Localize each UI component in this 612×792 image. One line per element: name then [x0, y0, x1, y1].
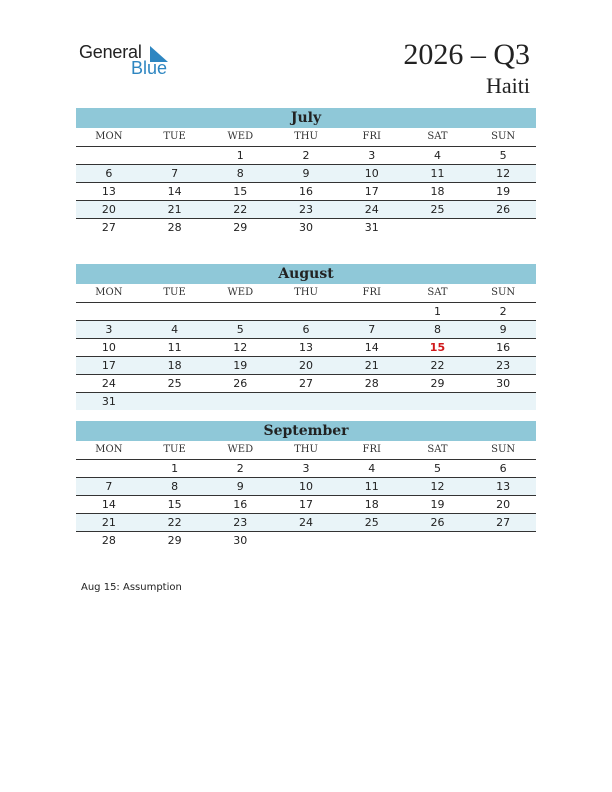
- day-cell: 12: [496, 167, 511, 180]
- day-cell: 30: [299, 221, 314, 234]
- day-cell: 21: [364, 359, 379, 372]
- logo-text-general: General: [79, 42, 142, 62]
- day-cell: 24: [299, 516, 314, 529]
- day-cell: 13: [101, 185, 116, 198]
- weekday-label: TUE: [163, 444, 186, 455]
- holiday-note: Aug 15: Assumption: [81, 582, 182, 593]
- day-cell: 8: [433, 323, 441, 336]
- day-cell: 26: [233, 377, 248, 390]
- weekday-label: WED: [227, 287, 254, 298]
- day-cell: 20: [299, 359, 314, 372]
- day-cell: 19: [233, 359, 248, 372]
- day-cell: 25: [364, 516, 379, 529]
- week-row: [76, 460, 536, 478]
- weekday-label: THU: [294, 444, 318, 455]
- weekday-label: TUE: [163, 287, 186, 298]
- day-cell: 16: [233, 498, 248, 511]
- day-cell: 19: [496, 185, 511, 198]
- day-cell: 15: [167, 498, 182, 511]
- day-cell: 27: [101, 221, 116, 234]
- day-cell: [76, 147, 142, 164]
- day-cell: 2: [236, 462, 244, 475]
- month-calendar-august: [76, 264, 536, 410]
- week-row: [76, 303, 536, 321]
- weekday-label: THU: [294, 287, 318, 298]
- weekday-label: SUN: [491, 444, 516, 455]
- week-row: [76, 321, 536, 339]
- day-cell: [470, 393, 536, 410]
- day-cell: 1: [171, 462, 179, 475]
- day-cell: 6: [499, 462, 507, 475]
- day-cell: 6: [105, 167, 113, 180]
- day-cell: 2: [499, 305, 507, 318]
- month-calendar-september: [76, 421, 536, 549]
- week-row: [76, 357, 536, 375]
- day-cell: 28: [101, 534, 116, 547]
- day-cell: 24: [101, 377, 116, 390]
- day-cell: 17: [364, 185, 379, 198]
- month-title: September: [76, 421, 536, 441]
- day-cell: 1: [236, 149, 244, 162]
- weekday-header-row: [76, 128, 536, 147]
- day-cell: 7: [171, 167, 179, 180]
- day-cell: [470, 532, 536, 549]
- day-cell: 27: [496, 516, 511, 529]
- day-cell: [207, 303, 273, 320]
- day-cell: 19: [430, 498, 445, 511]
- week-row: [76, 478, 536, 496]
- day-cell: [273, 393, 339, 410]
- day-cell: 14: [167, 185, 182, 198]
- day-cell: 17: [299, 498, 314, 511]
- weekday-label: FRI: [362, 131, 381, 142]
- day-cell: [273, 532, 339, 549]
- logo-text-blue: Blue: [131, 58, 168, 78]
- week-row: [76, 147, 536, 165]
- week-row: [76, 219, 536, 236]
- day-cell: 5: [499, 149, 507, 162]
- day-cell: 17: [101, 359, 116, 372]
- week-row: [76, 165, 536, 183]
- weekday-label: MON: [95, 287, 123, 298]
- day-cell: 8: [236, 167, 244, 180]
- day-cell: 22: [233, 203, 248, 216]
- day-cell: [76, 303, 142, 320]
- day-cell: 29: [233, 221, 248, 234]
- day-cell: 23: [233, 516, 248, 529]
- day-cell: [142, 303, 208, 320]
- weekday-label: SAT: [427, 444, 448, 455]
- day-cell: 11: [364, 480, 379, 493]
- day-cell: 16: [299, 185, 314, 198]
- week-row: [76, 201, 536, 219]
- page-title: 2026 – Q3: [403, 38, 530, 71]
- day-cell: 4: [433, 149, 441, 162]
- day-cell: [405, 219, 471, 236]
- day-cell: 5: [236, 323, 244, 336]
- day-cell: [405, 532, 471, 549]
- day-cell: 7: [105, 480, 113, 493]
- weekday-label: SUN: [491, 131, 516, 142]
- day-cell: 10: [299, 480, 314, 493]
- day-cell: 11: [167, 341, 182, 354]
- day-cell: 13: [496, 480, 511, 493]
- day-cell: 14: [101, 498, 116, 511]
- weekday-label: SAT: [427, 287, 448, 298]
- week-row: [76, 532, 536, 549]
- weeks-container: [76, 303, 536, 410]
- day-cell: 25: [430, 203, 445, 216]
- week-row: [76, 393, 536, 410]
- day-cell: 9: [236, 480, 244, 493]
- week-row: [76, 339, 536, 357]
- day-cell: 28: [364, 377, 379, 390]
- day-cell: 26: [430, 516, 445, 529]
- day-cell: 20: [101, 203, 116, 216]
- day-cell: 1: [433, 305, 441, 318]
- day-cell: 29: [167, 534, 182, 547]
- weekday-label: MON: [95, 444, 123, 455]
- day-cell: 12: [233, 341, 248, 354]
- country-name: Haiti: [486, 73, 530, 98]
- weeks-container: [76, 460, 536, 549]
- day-cell: 29: [430, 377, 445, 390]
- day-cell: [339, 393, 405, 410]
- week-row: [76, 375, 536, 393]
- weekday-label: TUE: [163, 131, 186, 142]
- day-cell: 18: [430, 185, 445, 198]
- day-cell: 9: [499, 323, 507, 336]
- day-cell: 16: [496, 341, 511, 354]
- day-cell: [142, 393, 208, 410]
- weekday-label: WED: [227, 131, 254, 142]
- day-cell: [405, 393, 471, 410]
- day-cell: 10: [364, 167, 379, 180]
- day-cell: 2: [302, 149, 310, 162]
- day-cell: 21: [167, 203, 182, 216]
- weeks-container: [76, 147, 536, 236]
- day-cell: 22: [167, 516, 182, 529]
- month-calendar-july: [76, 108, 536, 236]
- day-cell: 14: [364, 341, 379, 354]
- day-cell: 18: [364, 498, 379, 511]
- weekday-label: SAT: [427, 131, 448, 142]
- day-cell: 28: [167, 221, 182, 234]
- day-cell: 10: [101, 341, 116, 354]
- day-cell: 20: [496, 498, 511, 511]
- day-cell: 15: [429, 341, 446, 354]
- day-cell: [207, 393, 273, 410]
- day-cell: [339, 303, 405, 320]
- day-cell: 30: [233, 534, 248, 547]
- day-cell: 31: [364, 221, 379, 234]
- day-cell: [339, 532, 405, 549]
- day-cell: 6: [302, 323, 310, 336]
- weekday-label: FRI: [362, 287, 381, 298]
- day-cell: 30: [496, 377, 511, 390]
- week-row: [76, 183, 536, 201]
- day-cell: 25: [167, 377, 182, 390]
- week-row: [76, 496, 536, 514]
- day-cell: [142, 147, 208, 164]
- day-cell: 27: [299, 377, 314, 390]
- weekday-label: THU: [294, 131, 318, 142]
- month-title: August: [76, 264, 536, 284]
- day-cell: 23: [496, 359, 511, 372]
- day-cell: 21: [101, 516, 116, 529]
- generalblue-logo: [79, 42, 179, 80]
- week-row: [76, 514, 536, 532]
- day-cell: 24: [364, 203, 379, 216]
- day-cell: 26: [496, 203, 511, 216]
- day-cell: 23: [299, 203, 314, 216]
- day-cell: 3: [105, 323, 113, 336]
- day-cell: [76, 460, 142, 477]
- day-cell: 4: [171, 323, 179, 336]
- day-cell: 7: [368, 323, 376, 336]
- day-cell: 12: [430, 480, 445, 493]
- day-cell: 15: [233, 185, 248, 198]
- weekday-label: MON: [95, 131, 123, 142]
- day-cell: [470, 219, 536, 236]
- day-cell: 18: [167, 359, 182, 372]
- weekday-label: WED: [227, 444, 254, 455]
- day-cell: 4: [368, 462, 376, 475]
- day-cell: 3: [302, 462, 310, 475]
- weekday-label: SUN: [491, 287, 516, 298]
- day-cell: 13: [299, 341, 314, 354]
- weekday-header-row: [76, 441, 536, 460]
- day-cell: [273, 303, 339, 320]
- day-cell: 9: [302, 167, 310, 180]
- month-title: July: [76, 108, 536, 128]
- day-cell: 11: [430, 167, 445, 180]
- day-cell: 3: [368, 149, 376, 162]
- day-cell: 22: [430, 359, 445, 372]
- day-cell: 5: [433, 462, 441, 475]
- weekday-header-row: [76, 284, 536, 303]
- day-cell: 31: [101, 395, 116, 408]
- weekday-label: FRI: [362, 444, 381, 455]
- day-cell: 8: [171, 480, 179, 493]
